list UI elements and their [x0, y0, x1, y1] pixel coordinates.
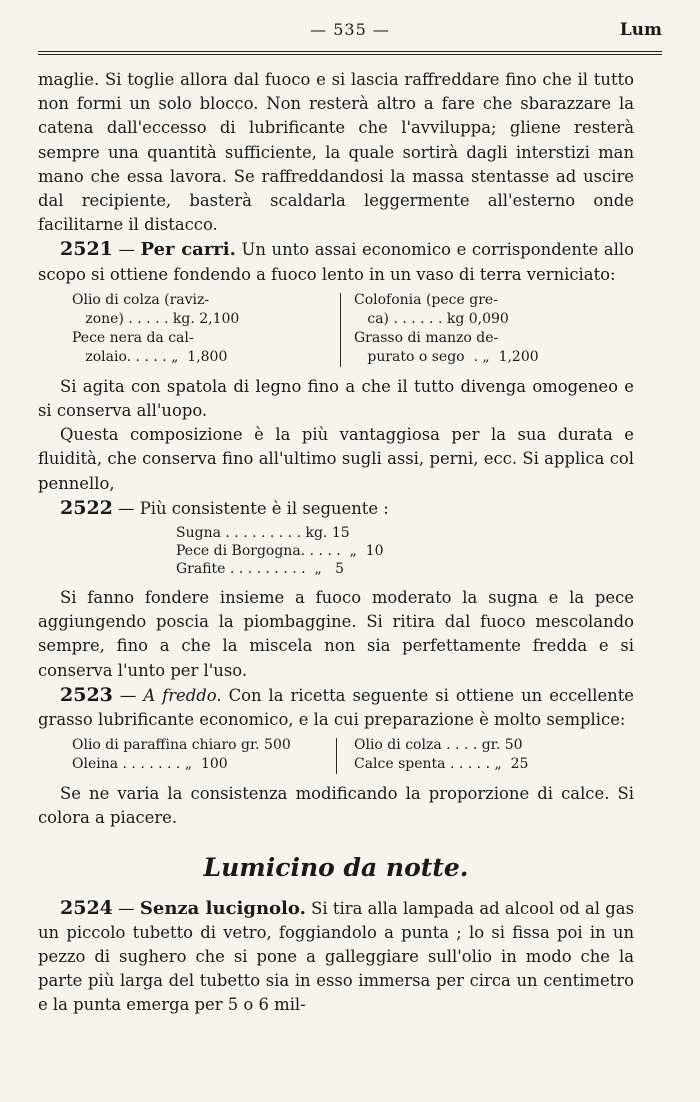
- column-divider: [336, 738, 337, 774]
- recipe-line: Sugna . . . . . . . . . kg. 15: [176, 525, 350, 542]
- recipe-line: Olio di colza . . . . gr. 50: [354, 737, 523, 754]
- entry-number: 2522: [60, 496, 113, 519]
- recipe-list-2522: [38, 524, 634, 578]
- entry-2524: 2524 — Senza lucignolo. Si tira alla lampada ad alcool od al gas un piccolo tubetto di vetro, foggiandolo a punta ; lo si fissa poi in un pezzo di sughero che si pone a galleggiare sull'olio in modo che la parte più larga del tubetto sia in esso immersa per circa un centimetro e la punta emerga per 5 o 6 mil-: [38, 896, 634, 1015]
- entry-title: Senza lucignolo.: [139, 897, 306, 919]
- recipe-line: ca) . . . . . . kg 0,090: [354, 310, 509, 327]
- entry-text: Un unto assai economico e corrispondente allo scopo si ottiene fondendo a fuoco lento in un vaso di terra verniciato:: [38, 240, 634, 284]
- recipe-line: Calce spenta . . . . . „ 25: [354, 756, 529, 773]
- section-title: Lumicino da notte.: [203, 852, 469, 882]
- entry-2521: 2521 — Per carri. Un unto assai economico e corrispondente allo scopo si ottiene fondendo a fuoco lento in un vaso di terra verniciato:: [38, 238, 634, 284]
- paragraph: Se ne varia la consistenza modificando la proporzione di calce. Si colora a piacere.: [38, 784, 634, 828]
- header-rule: [38, 51, 662, 52]
- recipe-line: Pece di Borgogna. . . . . „ 10: [176, 543, 384, 560]
- paragraph: Si fanno fondere insieme a fuoco moderato la sugna e la pece aggiungendo poscia la piombaggine. Si ritira dal fuoco mescolando sempre, fino a che la miscela non sia perfettamente fredda e si conserva l'unto per l'uso.: [38, 588, 634, 680]
- recipe-table-carri: [38, 291, 634, 369]
- running-head: Lum: [619, 20, 662, 40]
- entry-number: 2523: [60, 683, 113, 706]
- entry-title: A freddo.: [143, 685, 222, 705]
- paragraph: maglie. Si toglie allora dal fuoco e si lascia raffreddare fino che il tutto non formi un solo blocco. Non resterà altro a fare che sbarazzare la catena dall'eccesso di lubrificante che l'avviluppa; gliene resterà sempre una quantità sufficiente, la quale sortirà dagli interstizi man mano che essa lavora. Se raffreddandosi la massa stentasse ad uscire dal recipiente, basterà scaldarla leggermente all'esterno onde facilitarne il distacco.: [38, 70, 634, 235]
- entry-2523: 2523 — A freddo. Con la ricetta seguente si ottiene un eccellente grasso lubrificante economico, e la cui preparazione è molto semplice:: [38, 683, 634, 730]
- recipe-line: Olio di colza (raviz-: [72, 291, 210, 308]
- page-number: — 535 —: [310, 20, 390, 39]
- entry-text: Più consistente è il seguente :: [139, 498, 389, 518]
- page-header: [38, 14, 662, 52]
- entry-title: Per carri.: [140, 239, 236, 261]
- recipe-table-freddo: [38, 736, 634, 776]
- paragraph: Questa composizione è la più vantaggiosa per la sua durata e fluidità, che conserva fino all'ultimo sugli assi, perni, ecc. Si applica col pennello,: [38, 425, 634, 493]
- recipe-left-column: [72, 291, 239, 367]
- column-divider: [340, 293, 341, 367]
- recipe-left-column: [72, 736, 291, 774]
- recipe-line: Colofonia (pece gre-: [354, 291, 498, 308]
- recipe-line: zone) . . . . . kg. 2,100: [72, 310, 240, 327]
- entry-text: Si tira alla lampada ad alcool od al gas un piccolo tubetto di vetro, foggiandolo a punta ; lo si fissa poi in un pezzo di sughero che si pone a galleggiare sull'olio in modo che la parte più larga del tubetto sia in esso immersa per circa un centimetro e la punta emerga per 5 o 6 mil-: [38, 898, 634, 1015]
- recipe-line: purato o sego . „ 1,200: [354, 348, 539, 365]
- recipe-line: Oleina . . . . . . . „ 100: [72, 756, 228, 773]
- recipe-line: Grasso di manzo de-: [354, 329, 499, 346]
- page-body: [38, 68, 634, 1018]
- recipe-right-column: [354, 291, 539, 367]
- entry-text: Con la ricetta seguente si ottiene un eccellente grasso lubrificante economico, e la cui preparazione è molto semplice:: [38, 685, 634, 730]
- recipe-line: zolaio. . . . . „ 1,800: [72, 348, 228, 365]
- header-rule-double: [38, 54, 662, 55]
- entry-number: 2521: [60, 238, 113, 261]
- recipe-line: Grafite . . . . . . . . . „ 5: [176, 561, 344, 578]
- paragraph: Si agita con spatola di legno fino a che il tutto divenga omogeneo e si conserva all'uopo.: [38, 376, 634, 421]
- recipe-line: Olio di paraffina chiaro gr. 500: [72, 737, 291, 754]
- recipe-right-column: [354, 736, 528, 774]
- entry-2522: 2522 — Più consistente è il seguente :: [60, 496, 389, 519]
- entry-number: 2524: [60, 896, 113, 919]
- recipe-line: Pece nera da cal-: [72, 329, 194, 346]
